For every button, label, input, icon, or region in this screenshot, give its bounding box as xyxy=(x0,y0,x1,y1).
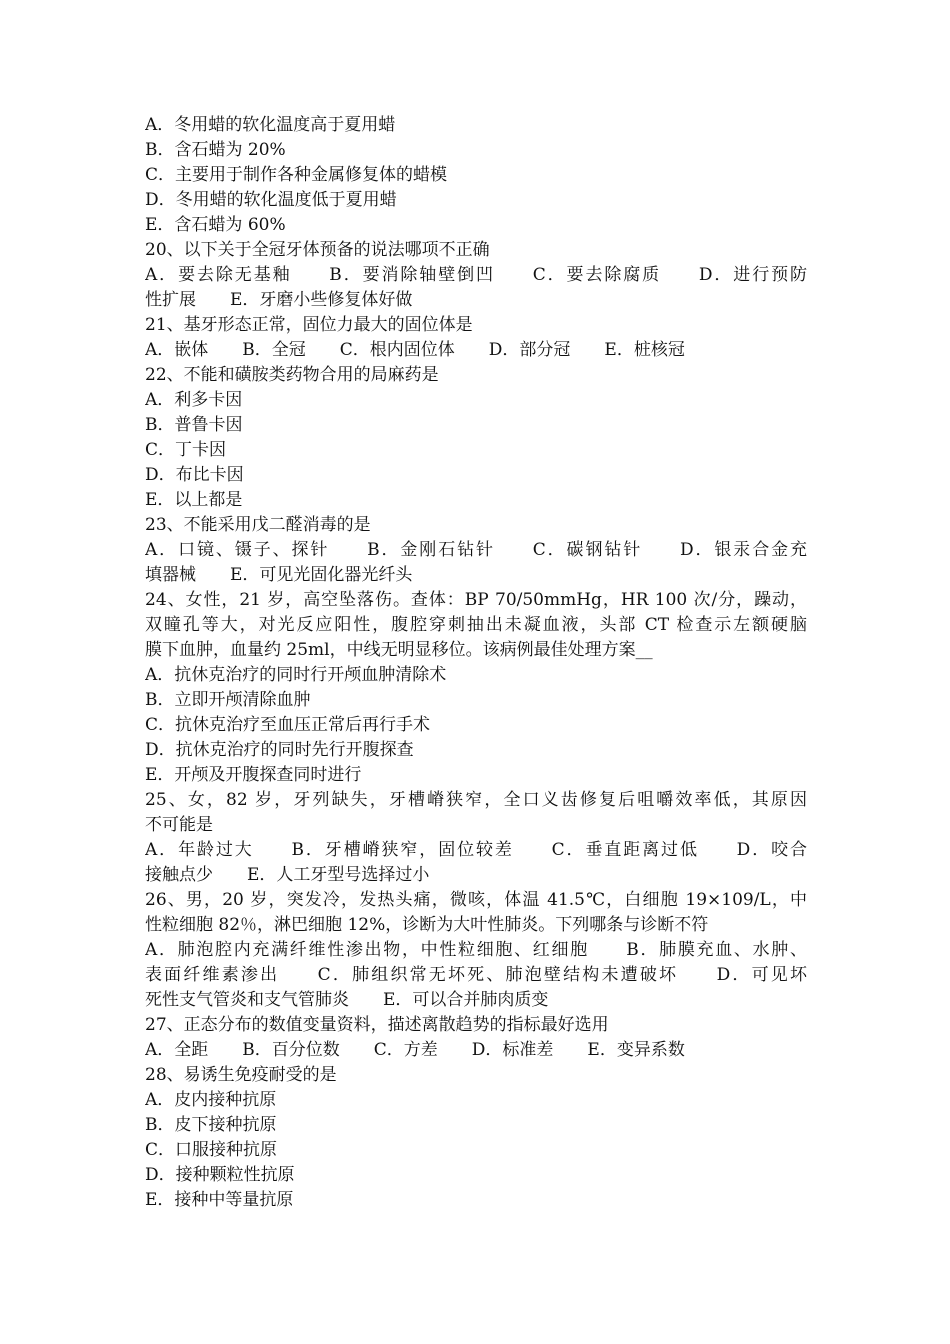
text-line: A．冬用蜡的软化温度高于夏用蜡 xyxy=(145,115,396,135)
text-line: A．口镜、镊子、探针 B．金刚石钻针 C．碳钢钻针 D．银汞合金充 xyxy=(145,540,807,560)
text-line: A．利多卡因 xyxy=(145,390,243,410)
question-26-stem: 26、男，20 岁，突发冷，发热头痛，微咳，体温 41.5℃，白细胞 19×109/L，中 xyxy=(145,890,807,910)
text-line: E．接种中等量抗原 xyxy=(145,1190,294,1210)
text-line: 接触点少 E．人工牙型号选择过小 xyxy=(145,865,430,885)
text-line: B．皮下接种抗原 xyxy=(145,1115,277,1135)
text-line: A．要去除无基釉 B．要消除轴壁倒凹 C．要去除腐质 D．进行预防 xyxy=(145,265,807,285)
text-line: B．含石蜡为 20% xyxy=(145,140,286,160)
text-line: 膜下血肿，血量约 25ml，中线无明显移位。该病例最佳处理方案__ xyxy=(145,640,653,660)
question-25-stem: 25、女，82 岁，牙列缺失，牙槽嵴狭窄，全口义齿修复后咀嚼效率低，其原因 xyxy=(145,790,807,810)
question-27-stem: 27、正态分布的数值变量资料，描述离散趋势的指标最好选用 xyxy=(145,1015,609,1035)
text-line: A．全距 B．百分位数 C．方差 D．标准差 E．变异系数 xyxy=(145,1040,685,1060)
text-line: C．口服接种抗原 xyxy=(145,1140,278,1160)
text-line: C．抗休克治疗至血压正常后再行手术 xyxy=(145,715,431,735)
text-line: D．冬用蜡的软化温度低于夏用蜡 xyxy=(145,190,397,210)
text-line: 不可能是 xyxy=(145,815,213,835)
question-21-stem: 21、基牙形态正常，固位力最大的固位体是 xyxy=(145,315,473,335)
text-line: D．布比卡因 xyxy=(145,465,244,485)
question-23-stem: 23、不能采用戊二醛消毒的是 xyxy=(145,515,371,535)
text-line: A．抗休克治疗的同时行开颅血肿清除术 xyxy=(145,665,447,685)
text-line: 性扩展 E．牙磨小些修复体好做 xyxy=(145,290,413,310)
text-line: D．接种颗粒性抗原 xyxy=(145,1165,295,1185)
question-24-stem: 24、女性，21 岁，高空坠落伤。查体：BP 70/50mmHg，HR 100 次/分，躁动， xyxy=(145,590,807,610)
text-line: 死性支气管炎和支气管肺炎 E．可以合并肺肉质变 xyxy=(145,990,549,1010)
text-line: 表面纤维素渗出 C．肺组织常无坏死、肺泡壁结构未遭破坏 D．可见坏 xyxy=(145,965,807,985)
text-line: C．主要用于制作各种金属修复体的蜡模 xyxy=(145,165,448,185)
text-line: E．开颅及开腹探查同时进行 xyxy=(145,765,362,785)
text-line: 双瞳孔等大，对光反应阳性，腹腔穿刺抽出未凝血液，头部 CT 检查示左额硬脑 xyxy=(145,615,807,635)
text-line: C．丁卡因 xyxy=(145,440,227,460)
text-line: D．抗休克治疗的同时先行开腹探查 xyxy=(145,740,414,760)
text-line: A．嵌体 B．全冠 C．根内固位体 D．部分冠 E．桩核冠 xyxy=(145,340,685,360)
text-line: 填器械 E．可见光固化器光纤头 xyxy=(145,565,413,585)
text-line: 性粒细胞 82％，淋巴细胞 12%，诊断为大叶性肺炎。下列哪条与诊断不符 xyxy=(145,915,709,935)
text-line: A．年龄过大 B．牙槽嵴狭窄，固位较差 C．垂直距离过低 D．咬合 xyxy=(145,840,807,860)
text-line: E．含石蜡为 60% xyxy=(145,215,286,235)
question-20-stem: 20、以下关于全冠牙体预备的说法哪项不正确 xyxy=(145,240,490,260)
text-line: B．立即开颅清除血肿 xyxy=(145,690,311,710)
question-28-stem: 28、易诱生免疫耐受的是 xyxy=(145,1065,337,1085)
text-line: E．以上都是 xyxy=(145,490,243,510)
question-text-block xyxy=(145,113,807,1213)
question-22-stem: 22、不能和磺胺类药物合用的局麻药是 xyxy=(145,365,439,385)
text-line: B．普鲁卡因 xyxy=(145,415,243,435)
text-line: A．皮内接种抗原 xyxy=(145,1090,277,1110)
text-line: A．肺泡腔内充满纤维性渗出物，中性粒细胞、红细胞 B．肺膜充血、水肿、 xyxy=(145,940,807,960)
